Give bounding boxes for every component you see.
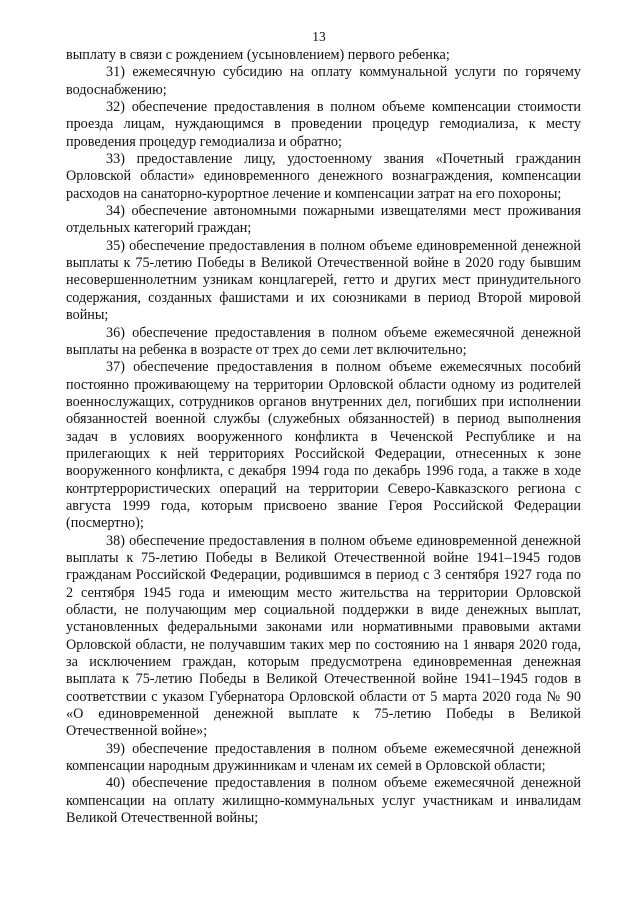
document-paragraph: 32) обеспечение предоставления в полном объеме компенсации стоимости проезда лицам, нуждающимся в проведении процедур гемодиализа, к месту проведения процедур гемодиализа и обратно;	[66, 99, 581, 150]
document-paragraph: 39) обеспечение предоставления в полном объеме ежемесячной денежной компенсации народным дружинникам и членам их семей в Орловской области;	[66, 740, 581, 775]
document-paragraph: 31) ежемесячную субсидию на оплату коммунальной услуги по горячему водоснабжению;	[66, 64, 581, 98]
document-body	[66, 47, 581, 827]
document-paragraph: 35) обеспечение предоставления в полном объеме единовременной денежной выплаты к 75-летию Победы в Великой Отечественной войне в 2020 году бывшим несовершеннолетним узникам концлагерей, гетто и других мест принудительного содержания, созданных фашистами и их союзниками в период Второй мировой войны;	[66, 237, 581, 324]
document-paragraph: 34) обеспечение автономными пожарными извещателями мест проживания отдельных категорий граждан;	[66, 203, 581, 237]
document-paragraph: 33) предоставление лицу, удостоенному звания «Почетный гражданин Орловской области» единовременного денежного вознаграждения, компенсации расходов на санаторно-курортное лечение и компенсации затрат на его похороны;	[66, 151, 581, 202]
document-paragraph: 38) обеспечение предоставления в полном объеме единовременной денежной выплаты к 75-летию Победы в Великой Отечественной войне 1941–1945 годов гражданам Российской Федерации, родившимся в период с 3 сентября 1927 года по 2 сентября 1945 года и имеющим место жительства на территории Орловской области, не получающим мер социальной поддержки в виде денежных выплат, установленных федеральными законами или нормативными правовыми актами Орловской области, не получавшим таких мер по состоянию на 1 января 2020 года, за исключением граждан, которым предусмотрена единовременная денежная выплата к 75-летию Победы в Великой Отечественной войне 1941–1945 годов в соответствии с указом Губернатора Орловской области от 5 марта 2020 года № 90 «О единовременной денежной выплате к 75-летию Победы в Великой Отечественной войне»;	[66, 532, 581, 740]
document-paragraph: 37) обеспечение предоставления в полном объеме ежемесячных пособий постоянно проживающему на территории Орловской области одному из родителей военнослужащих, сотрудников органов внутренних дел, погибших при исполнении обязанностей военной службы (служебных обязанностей) в период выполнения задач в условиях вооруженного конфликта в Чеченской Республике и на прилегающих к ней территориях Российской Федерации, отнесенных к зоне вооруженного конфликта, с декабря 1994 года по декабрь 1996 года, а также в ходе контртеррористических операций на территории Северо-Кавказского региона с августа 1999 года, которым присвоено звание Героя Российской Федерации (посмертно);	[66, 359, 581, 532]
document-paragraph: 36) обеспечение предоставления в полном объеме ежемесячной денежной выплаты на ребенка в возрасте от трех до семи лет включительно;	[66, 324, 581, 358]
document-paragraph: выплату в связи с рождением (усыновлением) первого ребенка;	[66, 47, 450, 63]
document-paragraph: 40) обеспечение предоставления в полном объеме ежемесячной денежной компенсации на оплату жилищно-коммунальных услуг участникам и инвалидам Великой Отечественной войны;	[66, 775, 581, 827]
page-number: 13	[312, 29, 326, 44]
